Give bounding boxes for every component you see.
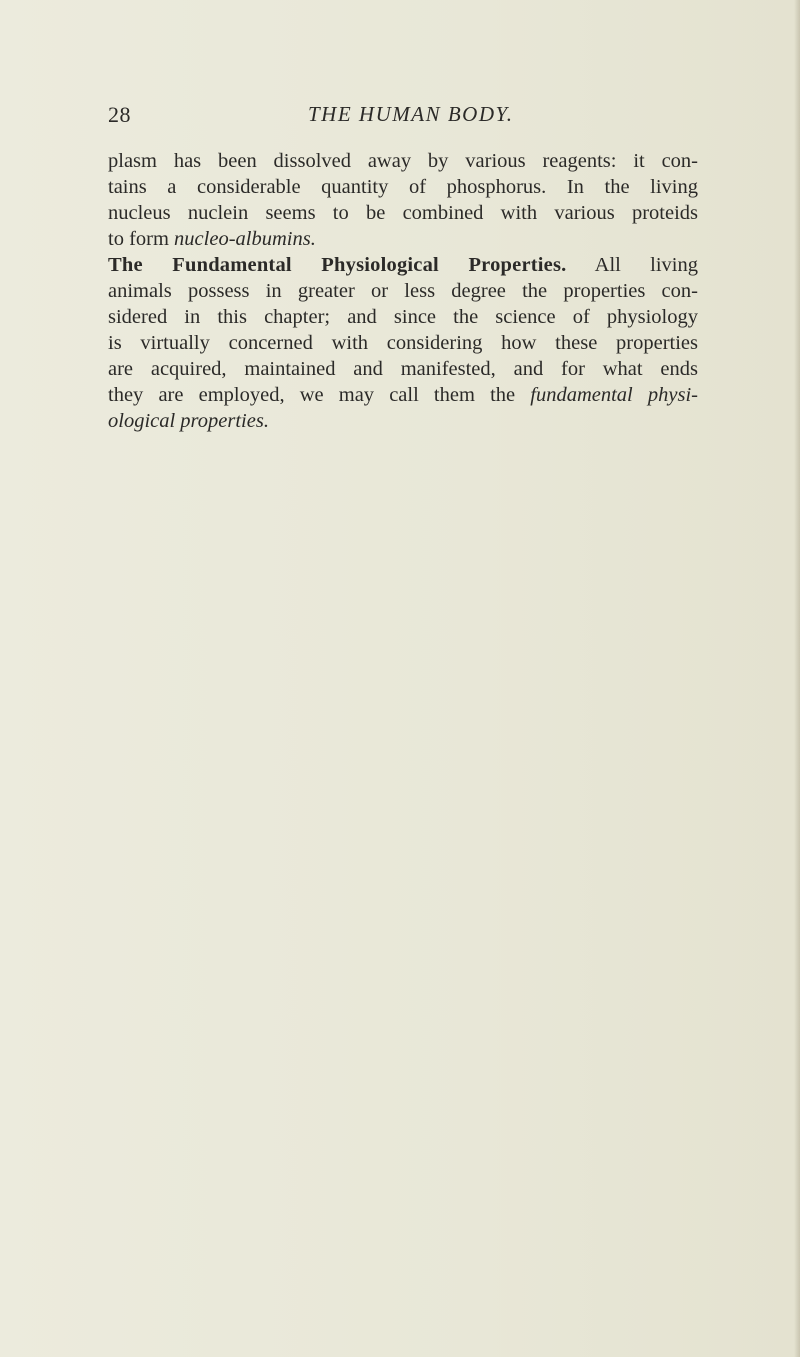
text-line [108,408,698,434]
italic-term: nucleo-albumins. [174,228,316,250]
text-segment: All living [566,254,698,276]
text-line: plasm has been dissolved away by various reagents: it con- [108,150,698,172]
page-number: 28 [108,102,131,127]
page-header [108,102,698,132]
section-heading: The Fundamental Physiological Properties. [108,254,567,276]
text-segment: to form [108,228,175,250]
body-text [108,148,698,434]
text-line: is virtually concerned with considering how these properties [108,332,698,354]
text-line [108,382,698,408]
text-line: sidered in this chapter; and since the science of physiology [108,306,698,328]
text-line: tains a considerable quantity of phosphorus. In the living [108,176,698,198]
text-line [108,252,698,278]
running-head: THE HUMAN BODY. [308,102,514,126]
text-segment: they are employed, we may call them the [108,384,531,406]
page-edge-shadow [794,0,800,1357]
text-line: nucleus nuclein seems to be combined with various proteids [108,202,698,224]
text-line: animals possess in greater or less degree the properties con- [108,280,698,302]
italic-term: ological properties. [108,410,269,432]
text-line: are acquired, maintained and manifested, and for what ends [108,358,698,380]
italic-term: fundamental physi- [530,384,698,406]
text-line [108,226,698,252]
